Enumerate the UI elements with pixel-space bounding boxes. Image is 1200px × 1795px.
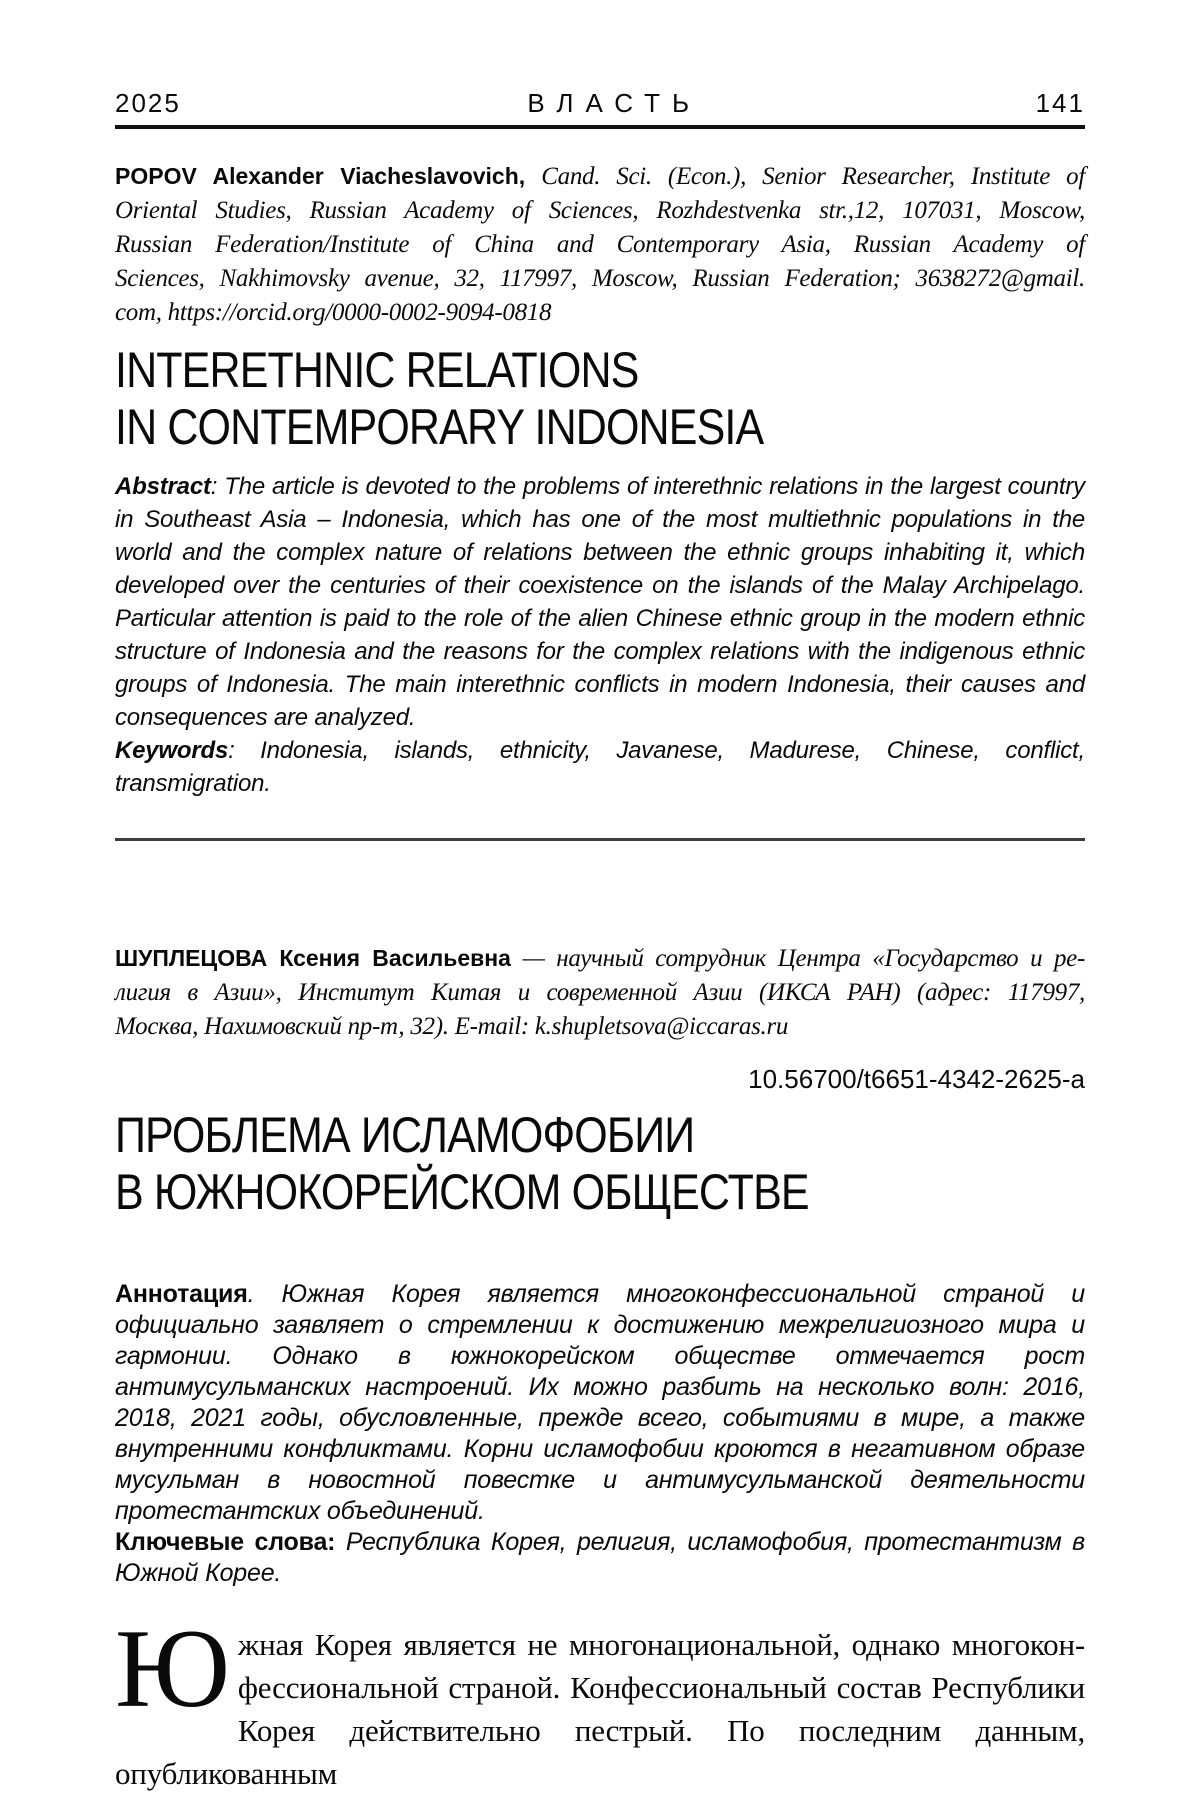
annotation-text: . Южная Корея является многоконфессиональной страной и официально заявляет о стремлении к достижению межрелигиозного мира и гармонии. Однако в южнокорейском обществе отмечается рост антимусульманских настроений. Их можно разбить на несколько волн: 2016, 2018, 2021 годы, обусловленные, прежде всего, событиями в мире, а также внутренними конфликтами. Корни исламофобии кроются в негативном образе мусульман в новостной повестке и антимусульманской деятельности протестантских объединений. — [115, 1280, 1085, 1525]
keywords-label-en: Keywords — [115, 737, 229, 764]
author-line: Russian Federation/Institute of China and Contemporary Asia, Russian Academy of — [115, 231, 1085, 258]
header-rule — [115, 125, 1085, 129]
author-affiliation-ru: — научный сотрудник Центра «Государство и ре- — [510, 945, 1085, 972]
author-orcid-line: com, https://orcid.org/0000-0002-9094-0818 — [115, 299, 552, 326]
author-affiliation-en: Cand. Sci. (Econ.), Senior Researcher, Institute of — [525, 163, 1085, 190]
keywords-label-ru: Ключевые слова: — [115, 1528, 336, 1556]
author-name-en: POPOV Alexander Viacheslavovich, — [115, 163, 526, 189]
body-paragraph — [115, 1607, 1085, 1795]
running-head — [115, 0, 1085, 119]
drop-cap: Ю — [115, 1607, 230, 1731]
keywords-en — [115, 734, 1085, 800]
article-title-ru — [115, 1107, 949, 1221]
author-line: лигия в Азии», Институт Китая и современной Азии (ИКСА РАН) (адрес: 117997, — [115, 979, 1085, 1006]
keywords-text-en: : Indonesia, islands, ethnicity, Javanese, Madurese, Chinese, conflict, transmigration. — [115, 737, 1085, 797]
article-title-en-line1: INTERETHNIC RELATIONS — [115, 342, 639, 398]
section-divider-rule — [115, 838, 1085, 841]
article-title-ru-line1: ПРОБЛЕМА ИСЛАМОФОБИИ — [115, 1107, 695, 1163]
abstract-en — [115, 470, 1085, 800]
body-line: Корея действительно пестрый. По последним данным, опубликованным — [115, 1713, 1085, 1791]
body-line: жная Корея является не многонациональной, однако многокон- — [237, 1627, 1085, 1662]
english-author-block — [115, 159, 1085, 330]
abstract-label: Abstract — [115, 473, 211, 500]
russian-author-block — [115, 941, 1085, 1044]
keywords-ru — [115, 1527, 1085, 1589]
article-title-ru-line2: В ЮЖНОКОРЕЙСКОМ ОБЩЕСТВЕ — [115, 1164, 809, 1220]
doi-number: 10.56700/t6651-4342-2625-a — [748, 1064, 1085, 1094]
article-title-en-line2: IN CONTEMPORARY INDONESIA — [115, 399, 764, 455]
journal-title: ВЛАСТЬ — [527, 88, 702, 118]
running-head-year: 2025 — [115, 88, 181, 118]
abstract-paragraph — [115, 470, 1085, 734]
annotation-paragraph — [115, 1279, 1085, 1527]
author-line: Sciences, Nakhimovsky avenue, 32, 117997, Moscow, Russian Federation; 3638272@gmail. — [115, 265, 1085, 292]
author-email-line: Москва, Нахимовский пр-т, 32). E-mail: k.shupletsova@iccaras.ru — [115, 1013, 789, 1040]
author-name-ru: ШУПЛЕЦОВА Ксения Васильевна — [115, 945, 511, 971]
article-title-en — [115, 342, 949, 456]
annotation-label: Аннотация — [115, 1280, 248, 1308]
annotation-ru — [115, 1279, 1085, 1589]
keywords-text-ru: Республика Корея, религия, исламофобия, протестантизм в Южной Корее. — [115, 1528, 1085, 1587]
body-line: фессиональной страной. Конфессиональный состав Республики — [237, 1670, 1085, 1705]
author-line — [115, 159, 1085, 194]
abstract-text: : The article is devoted to the problems of interethnic relations in the largest country in Southeast Asia – Indonesia, which has one of the most multiethnic populations in the world and the complex nature of relations between the ethnic groups inhabiting it, which developed over the centuries of their coexistence on the islands of the Malay Archipelago. Particular attention is paid to the role of the alien Chinese ethnic group in the modern ethnic structure of Indonesia and the reasons for the complex relations with the indigenous ethnic groups of Indonesia. The main interethnic conflicts in modern Indonesia, their causes and consequences are analyzed. — [115, 473, 1085, 731]
author-line: Oriental Studies, Russian Academy of Sciences, Rozhdestvenka str.,12, 107031, Moscow, — [115, 197, 1085, 224]
author-line — [115, 941, 1085, 976]
running-head-page-number: 141 — [1035, 88, 1085, 118]
